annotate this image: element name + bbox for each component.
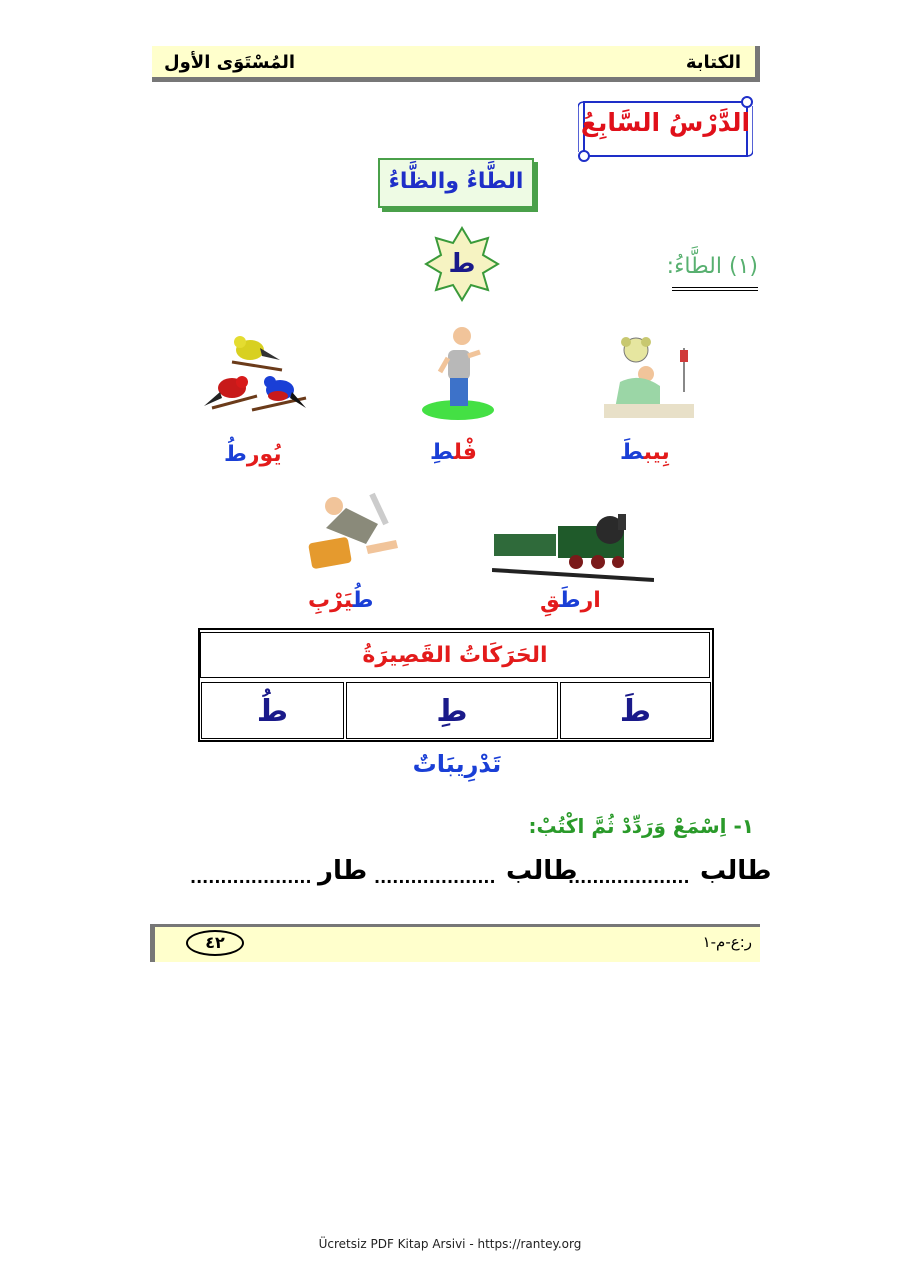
writing-line-1[interactable]: ....................	[568, 868, 690, 887]
child-image	[420, 322, 496, 424]
level-label: المُسْتَوَى الأول	[164, 52, 296, 73]
section-heading: (١) الطَّاءُ:	[666, 254, 758, 279]
exercise-instruction: ١- اِسْمَعْ وَرَدِّدْ ثُمَّ اكْتُبْ:	[528, 814, 754, 838]
exercise-word-3: طار	[318, 856, 368, 886]
bottom-note: Ücretsiz PDF Kitap Arsivi - https://rantey.org	[318, 1237, 582, 1251]
harakat-cell-kasra: طِ	[346, 682, 558, 739]
footer-code: ر:ع-م-١	[702, 933, 752, 951]
exercises-title: تَدْرِيبَاتٌ	[412, 750, 502, 778]
subject-label: الكتابة	[685, 52, 741, 73]
subtitle-text: الطَّاءُ والظَّاءُ	[388, 169, 524, 194]
section-underline	[672, 287, 758, 291]
lesson-title: الدَّرْسُ السَّابِعُ	[580, 108, 751, 137]
exercise-word-2: طالب	[506, 856, 578, 886]
harakat-cell-fatha: طَ	[560, 682, 711, 739]
subtitle-box	[378, 158, 534, 208]
star-letter: ط	[448, 249, 476, 279]
doctor-image	[600, 322, 696, 422]
word-tabib: بِيبطَ	[620, 440, 670, 465]
page-header	[152, 46, 760, 82]
word-yarbut: طُيَرْبِ	[308, 588, 374, 613]
word-tifl: فْلطِ	[430, 440, 477, 465]
exercise-word-1: طالب	[700, 856, 772, 886]
page-number: ٤٢	[186, 930, 244, 956]
harakat-table-title: الحَرَكَاتُ القَصِيرَةُ	[200, 632, 710, 678]
tying-image	[306, 484, 402, 574]
word-tuyur: يُورطُ	[224, 442, 282, 467]
writing-line-3[interactable]: ....................	[190, 868, 312, 887]
birds-image	[202, 326, 310, 422]
writing-line-2[interactable]: ....................	[374, 868, 496, 887]
harakat-cell-damma: طُ	[201, 682, 344, 739]
word-qitar: ارطَقِ	[540, 588, 601, 613]
train-image	[492, 508, 654, 582]
lesson-title-scroll	[578, 96, 753, 162]
